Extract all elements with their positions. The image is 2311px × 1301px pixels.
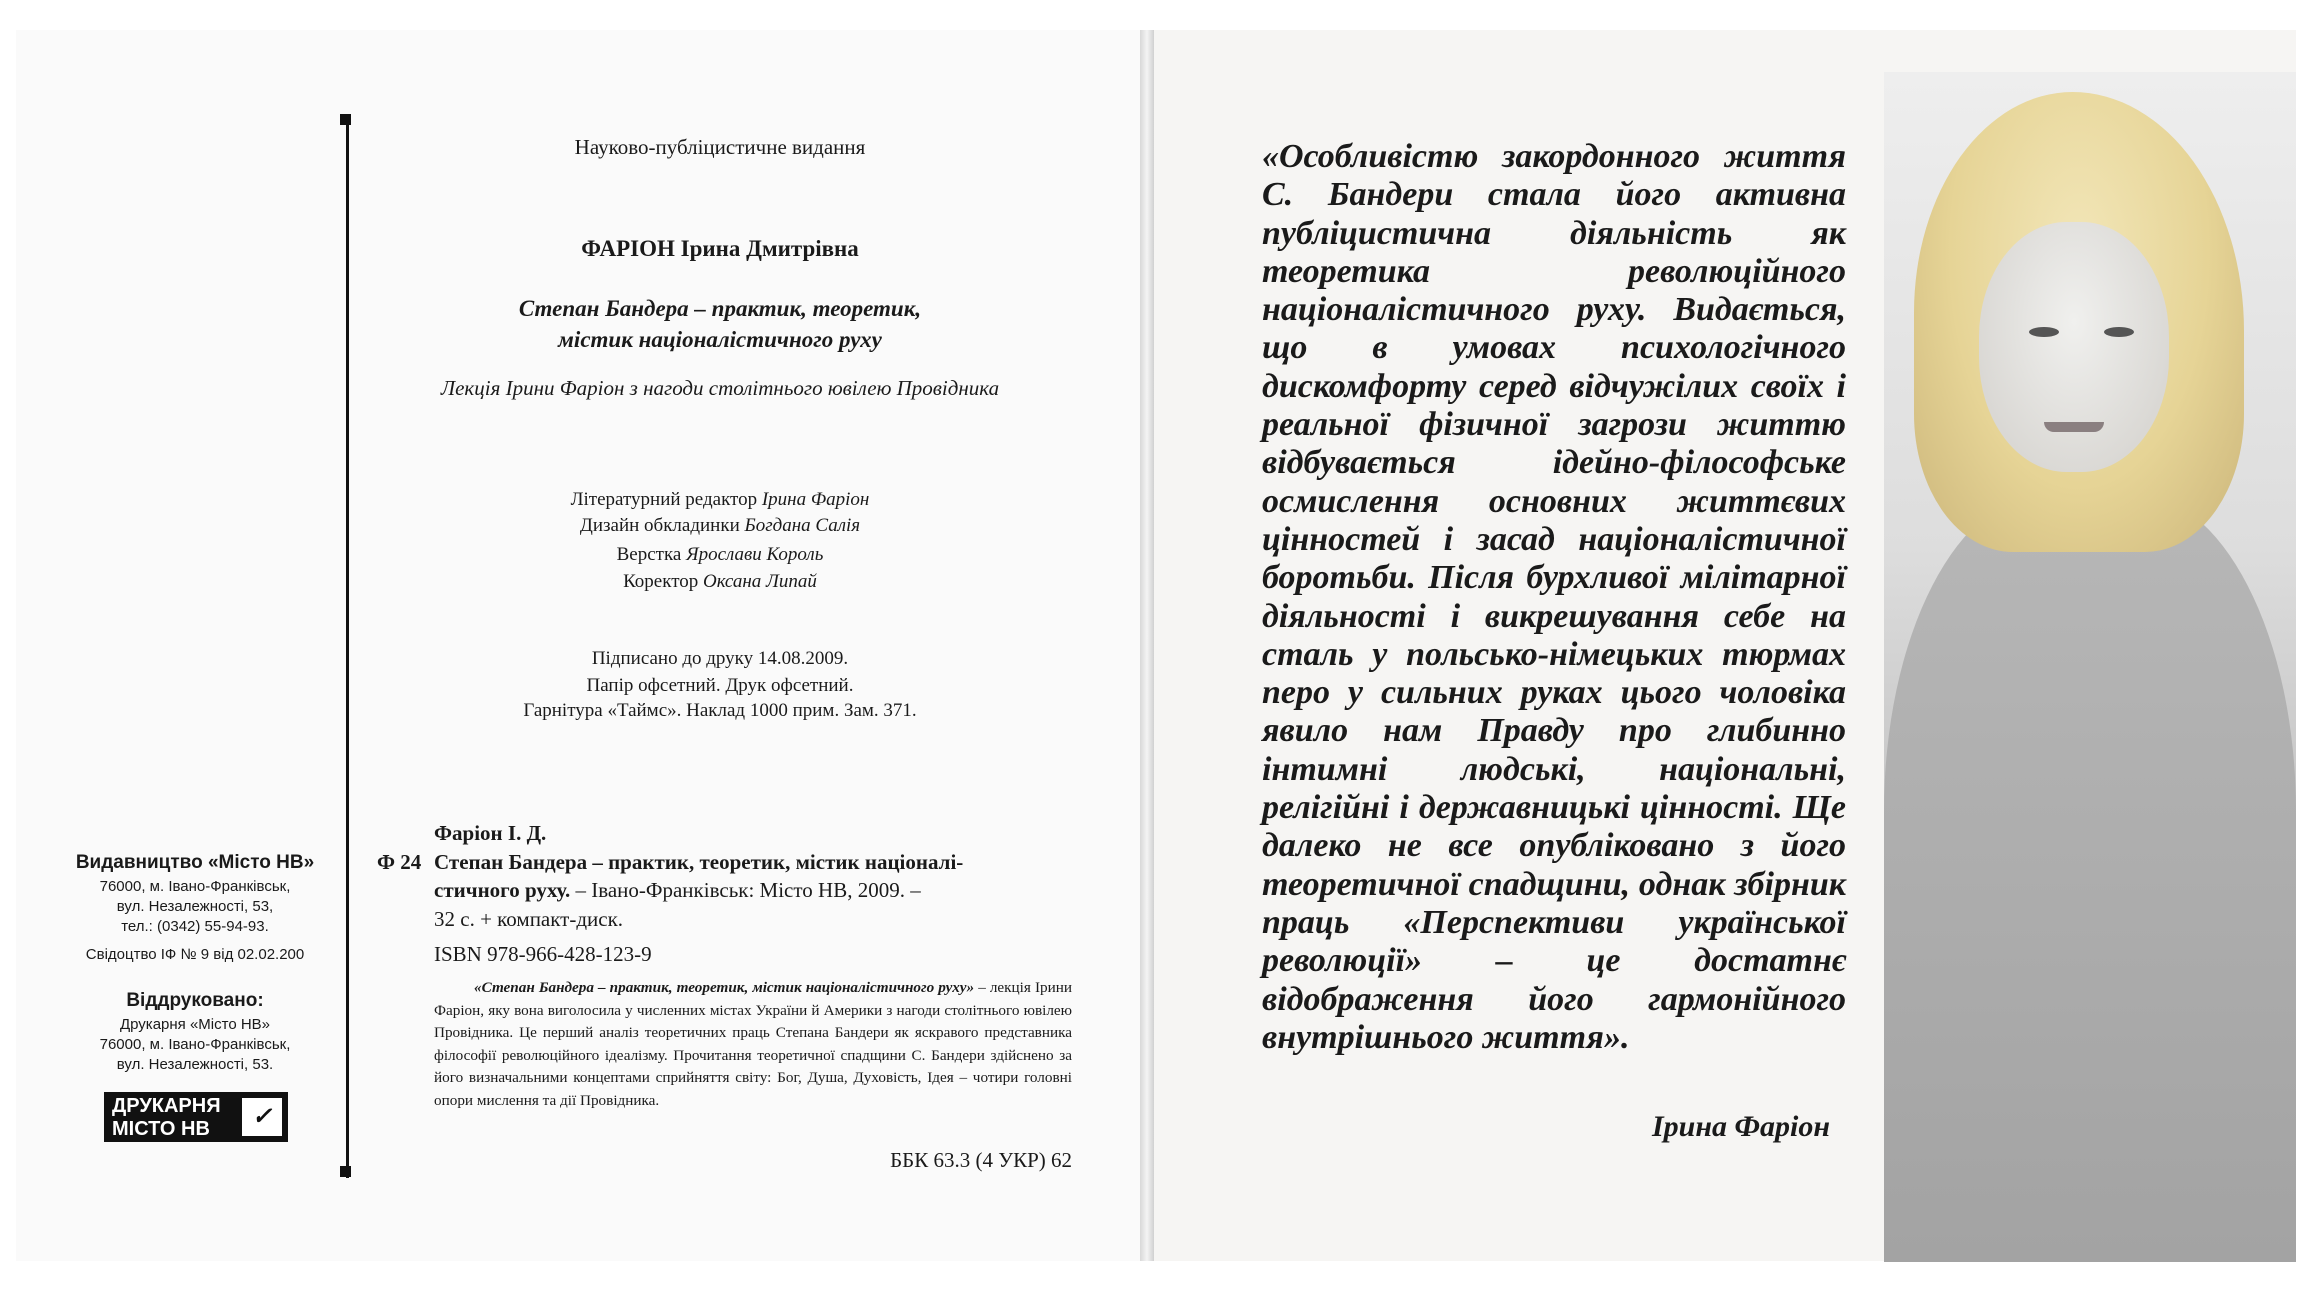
publisher-address-2: вул. Незалежності, 53, xyxy=(116,898,274,915)
print-paper: Папір офсетний. Друк офсетний. xyxy=(586,675,854,696)
catalog-entry-line-1: Степан Бандера – практик, теоретик, містик націоналі- xyxy=(434,850,964,874)
catalog-bbk: ББК 63.3 (4 УКР) 62 xyxy=(890,1148,1072,1172)
portrait-mouth xyxy=(2044,422,2104,432)
publisher-phone: тел.: (0342) 55-94-93. xyxy=(121,918,269,935)
catalog-code: Ф 24 xyxy=(377,850,422,874)
catalog-author: Фаріон І. Д. xyxy=(434,821,547,845)
book-title-line-1: Степан Бандера – практик, теоретик, xyxy=(518,296,922,321)
print-typeface: Гарнітура «Таймс». Наклад 1000 прим. Зам. 371. xyxy=(523,700,917,721)
printer-address-2: вул. Незалежності, 53. xyxy=(116,1056,274,1073)
printer-emblem-icon: ✓ xyxy=(242,1098,282,1136)
book-spine xyxy=(1140,30,1154,1261)
printed-label: Віддруковано: xyxy=(126,990,264,1011)
credit-proofreader: Коректор Оксана Липай xyxy=(623,571,817,592)
catalog-isbn: ISBN 978-966-428-123-9 xyxy=(434,942,652,966)
catalog-annotation: «Степан Бандера – практик, теоретик, містик націоналістичного руху» – лекція Ірини Фаріон, яку вона виголосила у численних містах України й Америки з нагоди столітнього ювілею Провідника. Це перший аналіз теоретичних праць Степана Бандери як яскравого представника філософії революційного ідеалізму. Прочитання теоретичної спадщини С. Бандери здійснено за його визначальними концептами сприйняття світу: Бог, Душа, Духовість, Ідея – чотири головні опори мислення та дії Провідника. xyxy=(434,979,1072,1109)
publisher-name: Видавництво «Місто НВ» xyxy=(75,852,315,873)
portrait-eye-left xyxy=(2029,327,2059,337)
credit-cover-design: Дизайн обкладинки Богдана Салія xyxy=(579,515,861,536)
signature: Ірина Фаріон xyxy=(1651,1110,1830,1143)
publisher-certificate: Свідоцтво ІФ № 9 від 02.02.200 xyxy=(85,946,305,963)
printer-name: Друкарня «Місто НВ» xyxy=(119,1016,271,1033)
portrait-body xyxy=(1884,492,2296,1262)
portrait-face xyxy=(1979,222,2169,472)
portrait-eye-right xyxy=(2104,327,2134,337)
catalog-entry-line-2: стичного руху. – Івано-Франківськ: Місто НВ, 2009. – xyxy=(434,878,921,902)
book-title-line-2: містик націоналістичного руху xyxy=(558,327,882,352)
author-portrait xyxy=(1884,72,2296,1262)
divider-line xyxy=(346,118,349,1178)
divider-cap-bottom xyxy=(340,1166,351,1177)
print-date: Підписано до друку 14.08.2009. xyxy=(591,648,849,669)
publisher-address-1: 76000, м. Івано-Франківськ, xyxy=(99,878,291,895)
divider-cap-top xyxy=(340,114,351,125)
logo-line-2: МІСТО НВ xyxy=(112,1118,210,1140)
logo-line-1: ДРУКАРНЯ xyxy=(112,1095,221,1117)
printer-logo xyxy=(104,1092,288,1142)
catalog-entry-line-3: 32 с. + компакт-диск. xyxy=(434,907,624,931)
cover-quote: «Особливістю закордонного життя С. Бандери стала його активна публіцистична діяльність як теоретика революційного націоналістичного руху. Видається, що в умовах психологічного дискомфорту серед відчужілих своїх і реальної фізичної загрози життю відбувається ідейно-філософське осмислення основних життєвих цінностей і засад націоналістичної боротьби. Після бурхливої мілітарної діяльності і викрешування себе на сталь у польсько-німецьких тюрмах перо у сильних руках цього чоловіка явило нам Правду про глибинно інтимні людські, національні, релігійні і державницькі цінності. Ще далеко не все опубліковано з його теоретичної спадщини, однак збірник праць «Перспективи української революції» – це достатнє відображення його гармонійного внутрішнього життя». xyxy=(1262,138,1847,1056)
credit-literary-editor: Літературний редактор Ірина Фаріон xyxy=(570,489,870,510)
credit-layout: Верстка Ярослави Король xyxy=(616,544,824,565)
book-subtitle: Лекція Ірини Фаріон з нагоди столітнього ювілею Провідника xyxy=(440,376,1000,400)
printer-address-1: 76000, м. Івано-Франківськ, xyxy=(99,1036,291,1053)
author-name: ФАРІОН Ірина Дмитрівна xyxy=(581,236,859,261)
edition-type: Науково-публіцистичне видання xyxy=(574,135,866,159)
